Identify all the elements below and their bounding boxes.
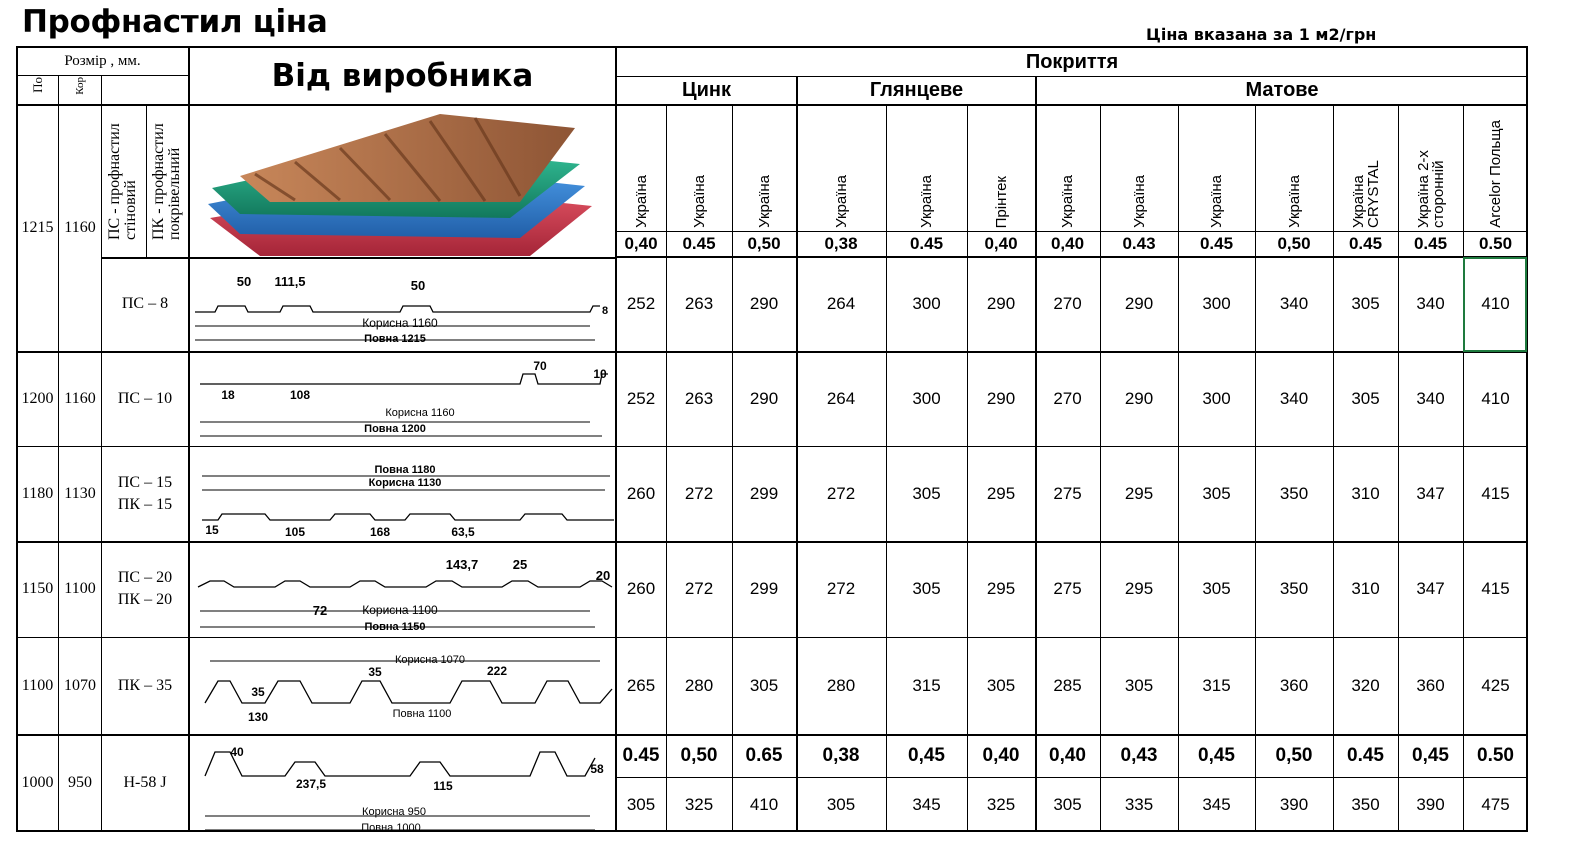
thickness-7: 0.43: [1122, 234, 1156, 253]
supplier-7: Україна: [1130, 175, 1148, 228]
full-width-0: 1215: [21, 218, 54, 236]
useful-width-header: Кор: [73, 77, 86, 95]
price-3-7: 295: [1124, 579, 1154, 598]
price-5-2: 410: [749, 794, 779, 814]
profile-name-1: [102, 351, 188, 446]
price-0-12: 410: [1481, 294, 1510, 313]
price-5-9: 390: [1279, 794, 1309, 814]
supplier-12: Arcelor Польща: [1487, 120, 1504, 228]
supplier-5: Прінтек: [992, 175, 1010, 228]
price-0-4: 300: [912, 294, 941, 313]
dim-label: Повна 1215: [364, 333, 426, 345]
profile-name: ПС – 10: [117, 389, 173, 407]
supplier-8: Україна: [1208, 175, 1225, 228]
thickness-9: 0,50: [1277, 234, 1311, 253]
dim-label: 237,5: [295, 777, 327, 791]
price-4-2: 305: [749, 675, 779, 695]
dim-label: 35: [368, 665, 382, 679]
price-1-10: 305: [1351, 388, 1380, 408]
full-width-4: 1100: [21, 676, 54, 694]
profile-name-5: [102, 734, 188, 832]
thickness-6: 0,40: [1050, 234, 1085, 253]
full-width-2: 1180: [21, 484, 54, 502]
price-5-7: 335: [1124, 794, 1154, 814]
price-3-0: 260: [626, 579, 656, 598]
profile-drawing-1: [190, 356, 614, 442]
price-2-3: 272: [826, 483, 856, 503]
dim-label: Корисна 1070: [394, 654, 466, 666]
price-4-11: 360: [1416, 675, 1445, 695]
dim-label: 168: [369, 525, 391, 538]
dim-label: 70: [533, 359, 547, 373]
profile-drawing-2: [190, 450, 614, 538]
dim-label: Повна 1100: [392, 708, 452, 720]
profile-name-alt: ПК – 20: [117, 591, 173, 608]
brown-sheet: [240, 114, 575, 202]
supplier-10: Україна CRYSTAL: [1349, 160, 1382, 228]
group-zinc: Цинк: [682, 79, 731, 101]
price-1-1: 263: [684, 388, 714, 408]
price-2-6: 275: [1053, 483, 1082, 503]
profile-drawing-3: [190, 545, 614, 633]
dim-label: 58: [590, 762, 604, 776]
full-width-header: По: [29, 77, 45, 93]
price-2-2: 299: [749, 483, 779, 503]
price-3-6: 275: [1053, 579, 1082, 598]
price-1-3: 264: [826, 388, 856, 408]
price-3-4: 305: [912, 579, 941, 598]
group-glossy: Глянцеве: [869, 79, 964, 101]
price-1-5: 290: [986, 388, 1016, 408]
thickness-1: 0.45: [682, 234, 716, 253]
price-4-5: 305: [986, 675, 1016, 695]
price-note: Ціна вказана за 1 м2/грн: [1146, 25, 1377, 44]
price-1-2: 290: [749, 388, 779, 408]
price-1-8: 300: [1202, 388, 1231, 408]
price-4-1: 280: [684, 675, 714, 695]
price-5-3: 305: [826, 794, 856, 814]
supplier-2: Україна: [755, 175, 773, 228]
dim-label: Корисна 950: [362, 806, 426, 818]
dim-label: 143,7: [445, 557, 479, 572]
price-5-8: 345: [1202, 794, 1231, 814]
price-4-10: 320: [1351, 675, 1380, 695]
price-3-11: 347: [1416, 579, 1445, 598]
from-maker-header: Від виробника: [271, 57, 534, 94]
price-2-4: 305: [912, 483, 941, 503]
price-0-5: 290: [986, 294, 1016, 313]
dim-label: 40: [230, 745, 244, 759]
dim-label: Корисна 1160: [385, 407, 455, 419]
price-2-11: 347: [1416, 483, 1445, 503]
thickness-10: 0.45: [1348, 234, 1383, 253]
row5-thickness-6: 0,40: [1049, 744, 1086, 766]
price-0-10: 305: [1351, 294, 1380, 313]
row5-thickness-12: 0.50: [1477, 744, 1514, 766]
row5-thickness-10: 0.45: [1347, 744, 1384, 766]
price-4-9: 360: [1279, 675, 1309, 695]
price-2-1: 272: [684, 483, 714, 503]
price-2-9: 350: [1279, 483, 1309, 503]
price-5-1: 325: [684, 794, 714, 814]
price-3-12: 415: [1481, 579, 1510, 598]
price-3-3: 272: [826, 579, 856, 598]
price-0-11: 340: [1416, 294, 1445, 313]
price-2-8: 305: [1202, 483, 1231, 503]
row5-thickness-9: 0,50: [1275, 744, 1313, 766]
useful-width-5: 950: [68, 774, 92, 791]
dim-label: Корисна 1130: [368, 477, 442, 489]
price-3-1: 272: [684, 579, 714, 598]
dim-label: 50: [410, 278, 426, 293]
thickness-3: 0,38: [824, 234, 858, 253]
dim-label: 35: [251, 685, 265, 699]
dim-label: 18: [221, 388, 235, 402]
dim-label: Повна 1200: [364, 423, 426, 435]
dim-label: 130: [247, 710, 269, 724]
price-4-3: 280: [826, 675, 856, 695]
price-1-12: 410: [1481, 388, 1510, 408]
supplier-9: Україна: [1285, 175, 1303, 228]
price-2-5: 295: [986, 483, 1016, 503]
price-3-2: 299: [749, 579, 779, 598]
profile-drawing-4: [190, 641, 614, 731]
full-width-1: 1200: [21, 389, 54, 407]
row5-thickness-0: 0.45: [622, 744, 660, 766]
price-0-8: 300: [1202, 294, 1231, 313]
row5-thickness-5: 0,40: [982, 744, 1020, 766]
price-0-2: 290: [749, 294, 779, 313]
price-2-12: 415: [1481, 483, 1510, 503]
price-3-10: 310: [1351, 579, 1380, 598]
profile-name: ПС – 8: [121, 295, 169, 312]
coating-header: Покриття: [1025, 50, 1119, 73]
useful-width-1: 1160: [64, 389, 96, 407]
dim-label: 15: [205, 523, 219, 537]
supplier-3: Україна: [832, 175, 850, 228]
price-4-6: 285: [1053, 675, 1082, 695]
price-1-6: 270: [1053, 388, 1082, 408]
roofing-sheets-image: [200, 106, 604, 256]
price-4-8: 315: [1202, 675, 1231, 695]
supplier-1: Україна: [690, 175, 708, 228]
dim-label: 108: [289, 388, 311, 402]
price-3-8: 305: [1202, 579, 1231, 598]
profile-name-0: [102, 257, 188, 351]
dim-label: 10: [593, 367, 607, 381]
supplier-4: Україна: [918, 175, 935, 228]
price-5-6: 305: [1053, 794, 1082, 814]
price-0-0: 252: [626, 294, 656, 313]
price-1-4: 300: [912, 388, 941, 408]
supplier-11: Україна 2-х сторонній: [1414, 150, 1447, 228]
full-width-5: 1000: [21, 774, 54, 791]
price-1-0: 252: [626, 388, 656, 408]
profile-name-4: [102, 637, 188, 734]
row5-thickness-1: 0,50: [680, 744, 718, 766]
row5-thickness-8: 0,45: [1198, 744, 1235, 766]
thickness-4: 0.45: [909, 234, 944, 253]
supplier-0: Україна: [632, 175, 650, 228]
thickness-12: 0.50: [1478, 234, 1513, 253]
dim-label: 50: [236, 274, 252, 289]
price-5-10: 350: [1351, 794, 1380, 814]
price-4-4: 315: [912, 675, 941, 695]
price-4-7: 305: [1124, 675, 1154, 695]
profile-drawing-5: [190, 738, 614, 832]
full-width-3: 1150: [21, 580, 54, 597]
price-2-7: 295: [1124, 483, 1154, 503]
profile-name: ПС – 15: [117, 473, 173, 491]
profile-name: ПК – 35: [117, 676, 173, 694]
price-1-9: 340: [1279, 388, 1309, 408]
profile-name: Н-58 J: [123, 774, 167, 791]
useful-width-3: 1100: [64, 580, 96, 597]
pk-legend: ПК - профнастил покрівельний: [149, 123, 183, 240]
price-3-5: 295: [986, 579, 1016, 598]
selected-cell[interactable]: [1463, 257, 1527, 352]
supplier-6: Україна: [1059, 175, 1076, 228]
dim-label: 8: [601, 305, 609, 317]
price-2-10: 310: [1351, 483, 1380, 503]
pc-legend: ПС - профнастил стіновий: [106, 123, 139, 240]
price-0-3: 264: [826, 294, 856, 313]
price-0-1: 263: [684, 294, 714, 313]
thickness-2: 0,50: [747, 234, 781, 253]
profile-name-alt: ПК – 15: [117, 495, 173, 513]
row5-thickness-7: 0,43: [1120, 744, 1158, 766]
group-matte: Матове: [1245, 79, 1319, 101]
useful-width-4: 1070: [64, 676, 96, 694]
price-5-5: 325: [986, 794, 1016, 814]
price-0-9: 340: [1279, 294, 1309, 313]
row5-thickness-4: 0,45: [908, 744, 945, 766]
thickness-0: 0,40: [624, 234, 658, 253]
dim-label: Повна 1150: [364, 621, 426, 633]
dim-label: Повна 1180: [374, 464, 436, 476]
dim-label: 105: [284, 525, 306, 538]
price-3-9: 350: [1279, 579, 1309, 598]
thickness-5: 0,40: [984, 234, 1018, 253]
dim-label: 63,5: [451, 525, 475, 538]
price-1-11: 340: [1416, 388, 1445, 408]
dim-label: 222: [486, 664, 508, 678]
dim-label: 25: [512, 557, 528, 572]
dim-label: 115: [433, 779, 453, 793]
price-5-4: 345: [912, 794, 941, 814]
profile-drawing-0: [190, 262, 614, 348]
page-title: Профнастил ціна: [22, 4, 328, 40]
price-1-7: 290: [1124, 388, 1154, 408]
price-5-12: 475: [1481, 794, 1510, 814]
dim-label: 111,5: [274, 274, 306, 289]
thickness-8: 0.45: [1199, 234, 1234, 253]
profile-name-3: [102, 541, 188, 637]
price-5-11: 390: [1416, 794, 1445, 814]
dim-label: 72: [312, 603, 328, 618]
thickness-11: 0.45: [1413, 234, 1448, 253]
row5-thickness-2: 0.65: [745, 744, 783, 766]
useful-width-0: 1160: [64, 218, 96, 236]
row5-thickness-3: 0,38: [822, 744, 860, 766]
profile-name-2: [102, 446, 188, 541]
useful-width-2: 1130: [64, 484, 96, 502]
price-0-6: 270: [1053, 294, 1082, 313]
price-5-0: 305: [626, 794, 656, 814]
profile-name: ПС – 20: [117, 569, 173, 586]
size-header: Розмір , мм.: [64, 53, 141, 69]
dim-label: Повна 1000: [361, 822, 421, 832]
price-0-7: 290: [1124, 294, 1154, 313]
dim-label: 20: [595, 568, 611, 583]
dim-label: Корисна 1100: [362, 603, 438, 617]
row5-thickness-11: 0,45: [1412, 744, 1449, 766]
price-4-0: 265: [626, 675, 656, 695]
price-2-0: 260: [626, 483, 656, 503]
price-4-12: 425: [1481, 675, 1510, 695]
dim-label: Корисна 1160: [362, 316, 438, 330]
